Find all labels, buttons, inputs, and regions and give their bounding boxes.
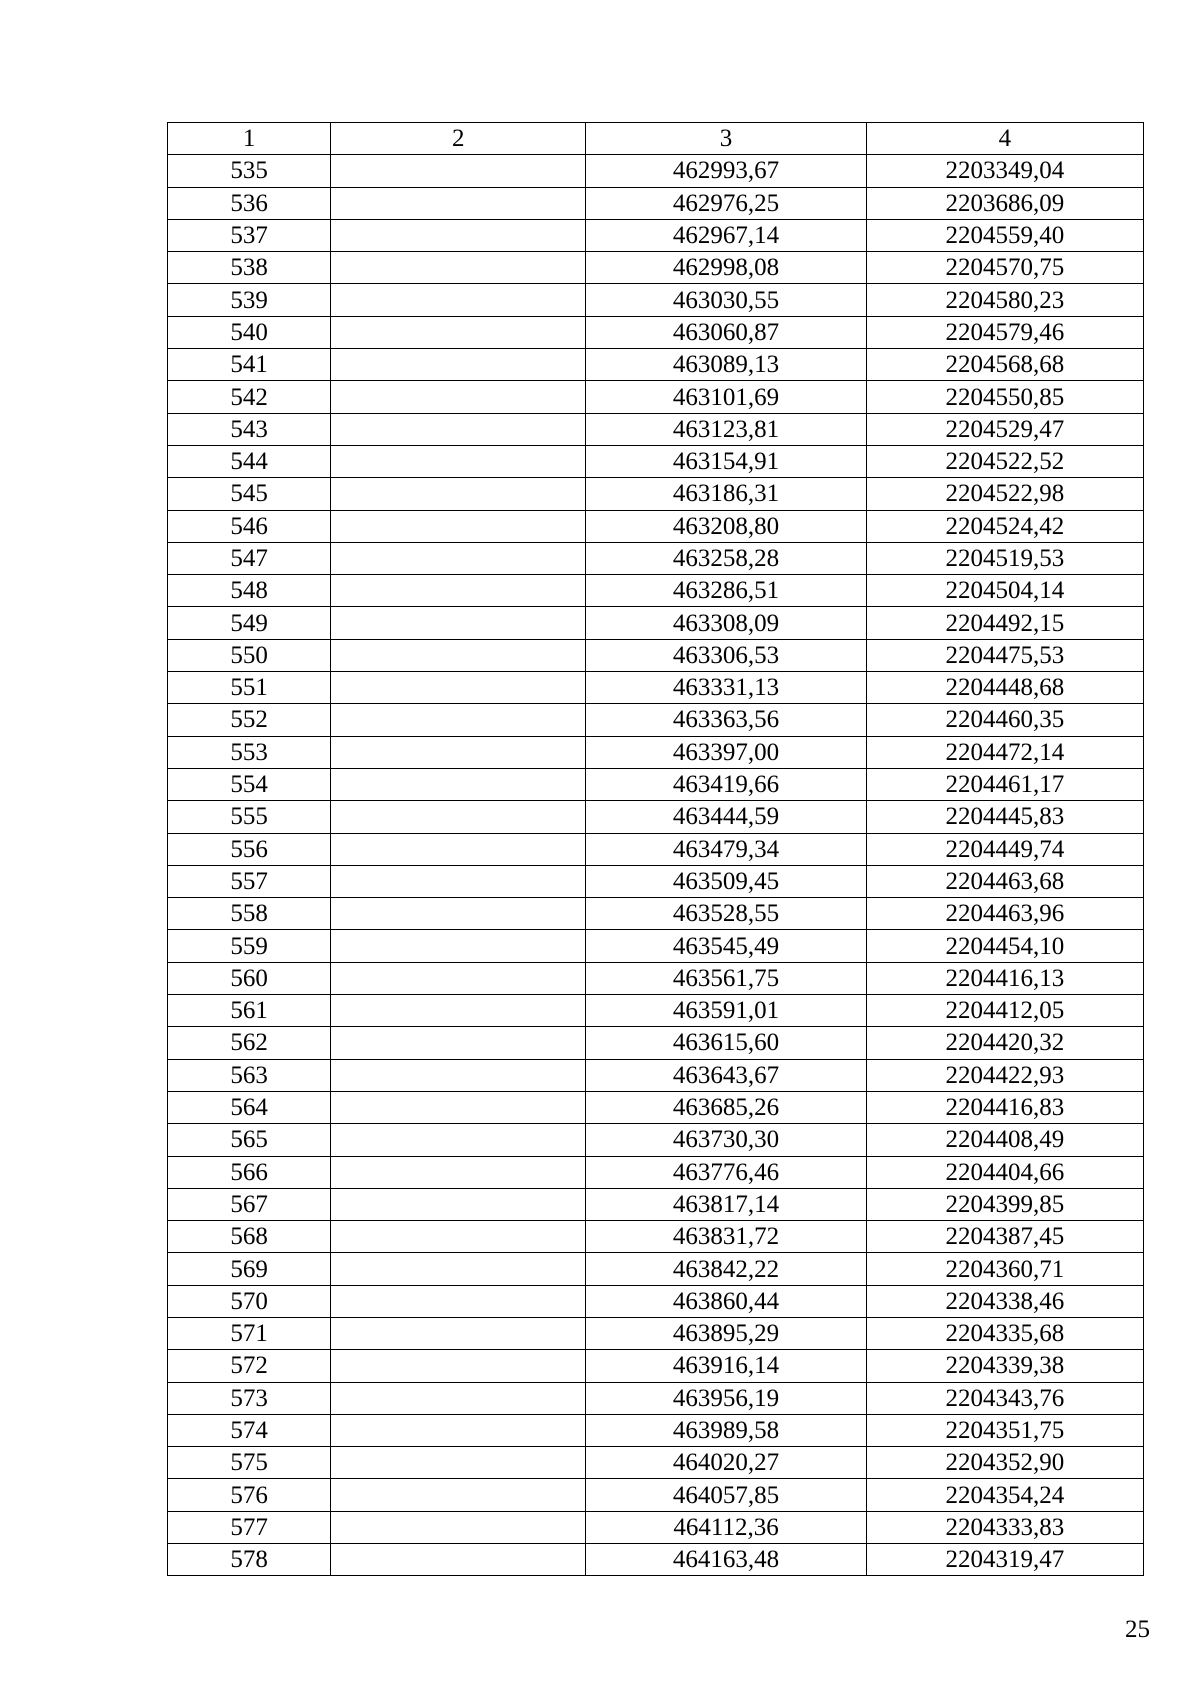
description-cell xyxy=(331,1350,586,1382)
x-coordinate-cell: 463895,29 xyxy=(586,1317,866,1349)
table-row xyxy=(168,898,1144,930)
y-coordinate-cell: 2204568,68 xyxy=(866,349,1143,381)
table-row xyxy=(168,252,1144,284)
table-row xyxy=(168,1382,1144,1414)
table-row xyxy=(168,1285,1144,1317)
y-coordinate-cell: 2204420,32 xyxy=(866,1027,1143,1059)
point-number-cell: 544 xyxy=(168,445,331,477)
y-coordinate-cell: 2204579,46 xyxy=(866,316,1143,348)
x-coordinate-cell: 463860,44 xyxy=(586,1285,866,1317)
y-coordinate-cell: 2204422,93 xyxy=(866,1059,1143,1091)
x-coordinate-cell: 462976,25 xyxy=(586,187,866,219)
y-coordinate-cell: 2204559,40 xyxy=(866,219,1143,251)
column-header-4: 4 xyxy=(866,123,1143,155)
table-row xyxy=(168,1253,1144,1285)
table-row xyxy=(168,1027,1144,1059)
y-coordinate-cell: 2203686,09 xyxy=(866,187,1143,219)
point-number-cell: 551 xyxy=(168,672,331,704)
table-row xyxy=(168,1124,1144,1156)
point-number-cell: 552 xyxy=(168,704,331,736)
y-coordinate-cell: 2204448,68 xyxy=(866,672,1143,704)
description-cell xyxy=(331,801,586,833)
point-number-cell: 546 xyxy=(168,510,331,542)
x-coordinate-cell: 463591,01 xyxy=(586,995,866,1027)
x-coordinate-cell: 463643,67 xyxy=(586,1059,866,1091)
y-coordinate-cell: 2204333,83 xyxy=(866,1511,1143,1543)
x-coordinate-cell: 463615,60 xyxy=(586,1027,866,1059)
point-number-cell: 566 xyxy=(168,1156,331,1188)
description-cell xyxy=(331,672,586,704)
description-cell xyxy=(331,607,586,639)
table-row xyxy=(168,1414,1144,1446)
x-coordinate-cell: 463363,56 xyxy=(586,704,866,736)
y-coordinate-cell: 2204463,68 xyxy=(866,865,1143,897)
point-number-cell: 564 xyxy=(168,1091,331,1123)
y-coordinate-cell: 2204475,53 xyxy=(866,639,1143,671)
description-cell xyxy=(331,639,586,671)
point-number-cell: 571 xyxy=(168,1317,331,1349)
y-coordinate-cell: 2204335,68 xyxy=(866,1317,1143,1349)
x-coordinate-cell: 463509,45 xyxy=(586,865,866,897)
point-number-cell: 559 xyxy=(168,930,331,962)
y-coordinate-cell: 2204354,24 xyxy=(866,1479,1143,1511)
x-coordinate-cell: 463776,46 xyxy=(586,1156,866,1188)
x-coordinate-cell: 463123,81 xyxy=(586,413,866,445)
y-coordinate-cell: 2204404,66 xyxy=(866,1156,1143,1188)
x-coordinate-cell: 463030,55 xyxy=(586,284,866,316)
x-coordinate-cell: 463089,13 xyxy=(586,349,866,381)
description-cell xyxy=(331,736,586,768)
x-coordinate-cell: 462993,67 xyxy=(586,155,866,187)
x-coordinate-cell: 463419,66 xyxy=(586,768,866,800)
point-number-cell: 576 xyxy=(168,1479,331,1511)
point-number-cell: 545 xyxy=(168,478,331,510)
x-coordinate-cell: 463186,31 xyxy=(586,478,866,510)
description-cell xyxy=(331,1027,586,1059)
point-number-cell: 563 xyxy=(168,1059,331,1091)
point-number-cell: 553 xyxy=(168,736,331,768)
y-coordinate-cell: 2204570,75 xyxy=(866,252,1143,284)
point-number-cell: 558 xyxy=(168,898,331,930)
x-coordinate-cell: 463956,19 xyxy=(586,1382,866,1414)
table-row xyxy=(168,478,1144,510)
table-row xyxy=(168,445,1144,477)
table-row xyxy=(168,672,1144,704)
point-number-cell: 567 xyxy=(168,1188,331,1220)
table-row xyxy=(168,1156,1144,1188)
x-coordinate-cell: 463060,87 xyxy=(586,316,866,348)
table-row xyxy=(168,962,1144,994)
description-cell xyxy=(331,219,586,251)
table-row xyxy=(168,1447,1144,1479)
description-cell xyxy=(331,768,586,800)
description-cell xyxy=(331,1188,586,1220)
x-coordinate-cell: 464020,27 xyxy=(586,1447,866,1479)
point-number-cell: 569 xyxy=(168,1253,331,1285)
table-row xyxy=(168,1059,1144,1091)
table-row xyxy=(168,219,1144,251)
description-cell xyxy=(331,252,586,284)
x-coordinate-cell: 464163,48 xyxy=(586,1544,866,1576)
x-coordinate-cell: 463286,51 xyxy=(586,575,866,607)
point-number-cell: 547 xyxy=(168,542,331,574)
table-row xyxy=(168,316,1144,348)
y-coordinate-cell: 2204338,46 xyxy=(866,1285,1143,1317)
x-coordinate-cell: 463258,28 xyxy=(586,542,866,574)
y-coordinate-cell: 2204522,98 xyxy=(866,478,1143,510)
description-cell xyxy=(331,1253,586,1285)
point-number-cell: 539 xyxy=(168,284,331,316)
y-coordinate-cell: 2204352,90 xyxy=(866,1447,1143,1479)
point-number-cell: 560 xyxy=(168,962,331,994)
y-coordinate-cell: 2204399,85 xyxy=(866,1188,1143,1220)
y-coordinate-cell: 2204408,49 xyxy=(866,1124,1143,1156)
column-header-2: 2 xyxy=(331,123,586,155)
table-row xyxy=(168,575,1144,607)
point-number-cell: 562 xyxy=(168,1027,331,1059)
x-coordinate-cell: 464057,85 xyxy=(586,1479,866,1511)
table-row xyxy=(168,768,1144,800)
x-coordinate-cell: 463528,55 xyxy=(586,898,866,930)
coordinates-table xyxy=(167,122,1144,1576)
table-row xyxy=(168,510,1144,542)
point-number-cell: 556 xyxy=(168,833,331,865)
table-row xyxy=(168,1317,1144,1349)
table-row xyxy=(168,930,1144,962)
description-cell xyxy=(331,187,586,219)
description-cell xyxy=(331,1124,586,1156)
x-coordinate-cell: 462998,08 xyxy=(586,252,866,284)
table-header-row xyxy=(168,123,1144,155)
description-cell xyxy=(331,1382,586,1414)
y-coordinate-cell: 2204463,96 xyxy=(866,898,1143,930)
x-coordinate-cell: 463545,49 xyxy=(586,930,866,962)
table-row xyxy=(168,1350,1144,1382)
y-coordinate-cell: 2204319,47 xyxy=(866,1544,1143,1576)
table-row xyxy=(168,381,1144,413)
y-coordinate-cell: 2204445,83 xyxy=(866,801,1143,833)
x-coordinate-cell: 463306,53 xyxy=(586,639,866,671)
table-row xyxy=(168,865,1144,897)
table-row xyxy=(168,639,1144,671)
description-cell xyxy=(331,1059,586,1091)
description-cell xyxy=(331,1156,586,1188)
description-cell xyxy=(331,1285,586,1317)
y-coordinate-cell: 2204522,52 xyxy=(866,445,1143,477)
x-coordinate-cell: 463444,59 xyxy=(586,801,866,833)
y-coordinate-cell: 2204524,42 xyxy=(866,510,1143,542)
x-coordinate-cell: 463685,26 xyxy=(586,1091,866,1123)
description-cell xyxy=(331,1414,586,1446)
description-cell xyxy=(331,1091,586,1123)
table-row xyxy=(168,736,1144,768)
description-cell xyxy=(331,510,586,542)
table-row xyxy=(168,995,1144,1027)
table-row xyxy=(168,704,1144,736)
description-cell xyxy=(331,865,586,897)
x-coordinate-cell: 463831,72 xyxy=(586,1221,866,1253)
y-coordinate-cell: 2204492,15 xyxy=(866,607,1143,639)
column-header-1: 1 xyxy=(168,123,331,155)
point-number-cell: 540 xyxy=(168,316,331,348)
description-cell xyxy=(331,704,586,736)
description-cell xyxy=(331,155,586,187)
description-cell xyxy=(331,1511,586,1543)
y-coordinate-cell: 2204360,71 xyxy=(866,1253,1143,1285)
x-coordinate-cell: 463308,09 xyxy=(586,607,866,639)
x-coordinate-cell: 463331,13 xyxy=(586,672,866,704)
table-row xyxy=(168,155,1144,187)
point-number-cell: 548 xyxy=(168,575,331,607)
table-row xyxy=(168,1511,1144,1543)
page-number: 25 xyxy=(1125,1616,1150,1643)
table-row xyxy=(168,1221,1144,1253)
y-coordinate-cell: 2204387,45 xyxy=(866,1221,1143,1253)
table-row xyxy=(168,1091,1144,1123)
x-coordinate-cell: 463154,91 xyxy=(586,445,866,477)
description-cell xyxy=(331,284,586,316)
description-cell xyxy=(331,575,586,607)
point-number-cell: 557 xyxy=(168,865,331,897)
description-cell xyxy=(331,381,586,413)
point-number-cell: 538 xyxy=(168,252,331,284)
table-row xyxy=(168,607,1144,639)
y-coordinate-cell: 2204454,10 xyxy=(866,930,1143,962)
y-coordinate-cell: 2204550,85 xyxy=(866,381,1143,413)
x-coordinate-cell: 463842,22 xyxy=(586,1253,866,1285)
point-number-cell: 570 xyxy=(168,1285,331,1317)
y-coordinate-cell: 2204460,35 xyxy=(866,704,1143,736)
x-coordinate-cell: 463989,58 xyxy=(586,1414,866,1446)
x-coordinate-cell: 463916,14 xyxy=(586,1350,866,1382)
description-cell xyxy=(331,542,586,574)
point-number-cell: 578 xyxy=(168,1544,331,1576)
point-number-cell: 554 xyxy=(168,768,331,800)
description-cell xyxy=(331,995,586,1027)
description-cell xyxy=(331,413,586,445)
y-coordinate-cell: 2204504,14 xyxy=(866,575,1143,607)
table-row xyxy=(168,349,1144,381)
y-coordinate-cell: 2204580,23 xyxy=(866,284,1143,316)
table-body xyxy=(168,155,1144,1576)
description-cell xyxy=(331,930,586,962)
description-cell xyxy=(331,962,586,994)
point-number-cell: 542 xyxy=(168,381,331,413)
y-coordinate-cell: 2204412,05 xyxy=(866,995,1143,1027)
description-cell xyxy=(331,316,586,348)
table-row xyxy=(168,187,1144,219)
y-coordinate-cell: 2204343,76 xyxy=(866,1382,1143,1414)
point-number-cell: 574 xyxy=(168,1414,331,1446)
x-coordinate-cell: 463101,69 xyxy=(586,381,866,413)
point-number-cell: 550 xyxy=(168,639,331,671)
x-coordinate-cell: 463561,75 xyxy=(586,962,866,994)
column-header-3: 3 xyxy=(586,123,866,155)
point-number-cell: 535 xyxy=(168,155,331,187)
table-row xyxy=(168,801,1144,833)
description-cell xyxy=(331,833,586,865)
description-cell xyxy=(331,1544,586,1576)
description-cell xyxy=(331,1479,586,1511)
x-coordinate-cell: 463730,30 xyxy=(586,1124,866,1156)
point-number-cell: 537 xyxy=(168,219,331,251)
y-coordinate-cell: 2204416,83 xyxy=(866,1091,1143,1123)
point-number-cell: 561 xyxy=(168,995,331,1027)
table-row xyxy=(168,542,1144,574)
description-cell xyxy=(331,445,586,477)
y-coordinate-cell: 2204472,14 xyxy=(866,736,1143,768)
table-row xyxy=(168,1479,1144,1511)
point-number-cell: 568 xyxy=(168,1221,331,1253)
point-number-cell: 577 xyxy=(168,1511,331,1543)
x-coordinate-cell: 463208,80 xyxy=(586,510,866,542)
description-cell xyxy=(331,1317,586,1349)
table-row xyxy=(168,833,1144,865)
table-row xyxy=(168,284,1144,316)
description-cell xyxy=(331,1221,586,1253)
point-number-cell: 549 xyxy=(168,607,331,639)
table-row xyxy=(168,1188,1144,1220)
y-coordinate-cell: 2204351,75 xyxy=(866,1414,1143,1446)
point-number-cell: 572 xyxy=(168,1350,331,1382)
x-coordinate-cell: 463479,34 xyxy=(586,833,866,865)
y-coordinate-cell: 2204529,47 xyxy=(866,413,1143,445)
y-coordinate-cell: 2204449,74 xyxy=(866,833,1143,865)
x-coordinate-cell: 464112,36 xyxy=(586,1511,866,1543)
y-coordinate-cell: 2204461,17 xyxy=(866,768,1143,800)
x-coordinate-cell: 462967,14 xyxy=(586,219,866,251)
y-coordinate-cell: 2204416,13 xyxy=(866,962,1143,994)
y-coordinate-cell: 2203349,04 xyxy=(866,155,1143,187)
description-cell xyxy=(331,1447,586,1479)
point-number-cell: 541 xyxy=(168,349,331,381)
point-number-cell: 543 xyxy=(168,413,331,445)
description-cell xyxy=(331,478,586,510)
y-coordinate-cell: 2204339,38 xyxy=(866,1350,1143,1382)
point-number-cell: 565 xyxy=(168,1124,331,1156)
x-coordinate-cell: 463817,14 xyxy=(586,1188,866,1220)
x-coordinate-cell: 463397,00 xyxy=(586,736,866,768)
y-coordinate-cell: 2204519,53 xyxy=(866,542,1143,574)
table-row xyxy=(168,1544,1144,1576)
point-number-cell: 573 xyxy=(168,1382,331,1414)
point-number-cell: 536 xyxy=(168,187,331,219)
point-number-cell: 575 xyxy=(168,1447,331,1479)
description-cell xyxy=(331,349,586,381)
description-cell xyxy=(331,898,586,930)
table-row xyxy=(168,413,1144,445)
point-number-cell: 555 xyxy=(168,801,331,833)
